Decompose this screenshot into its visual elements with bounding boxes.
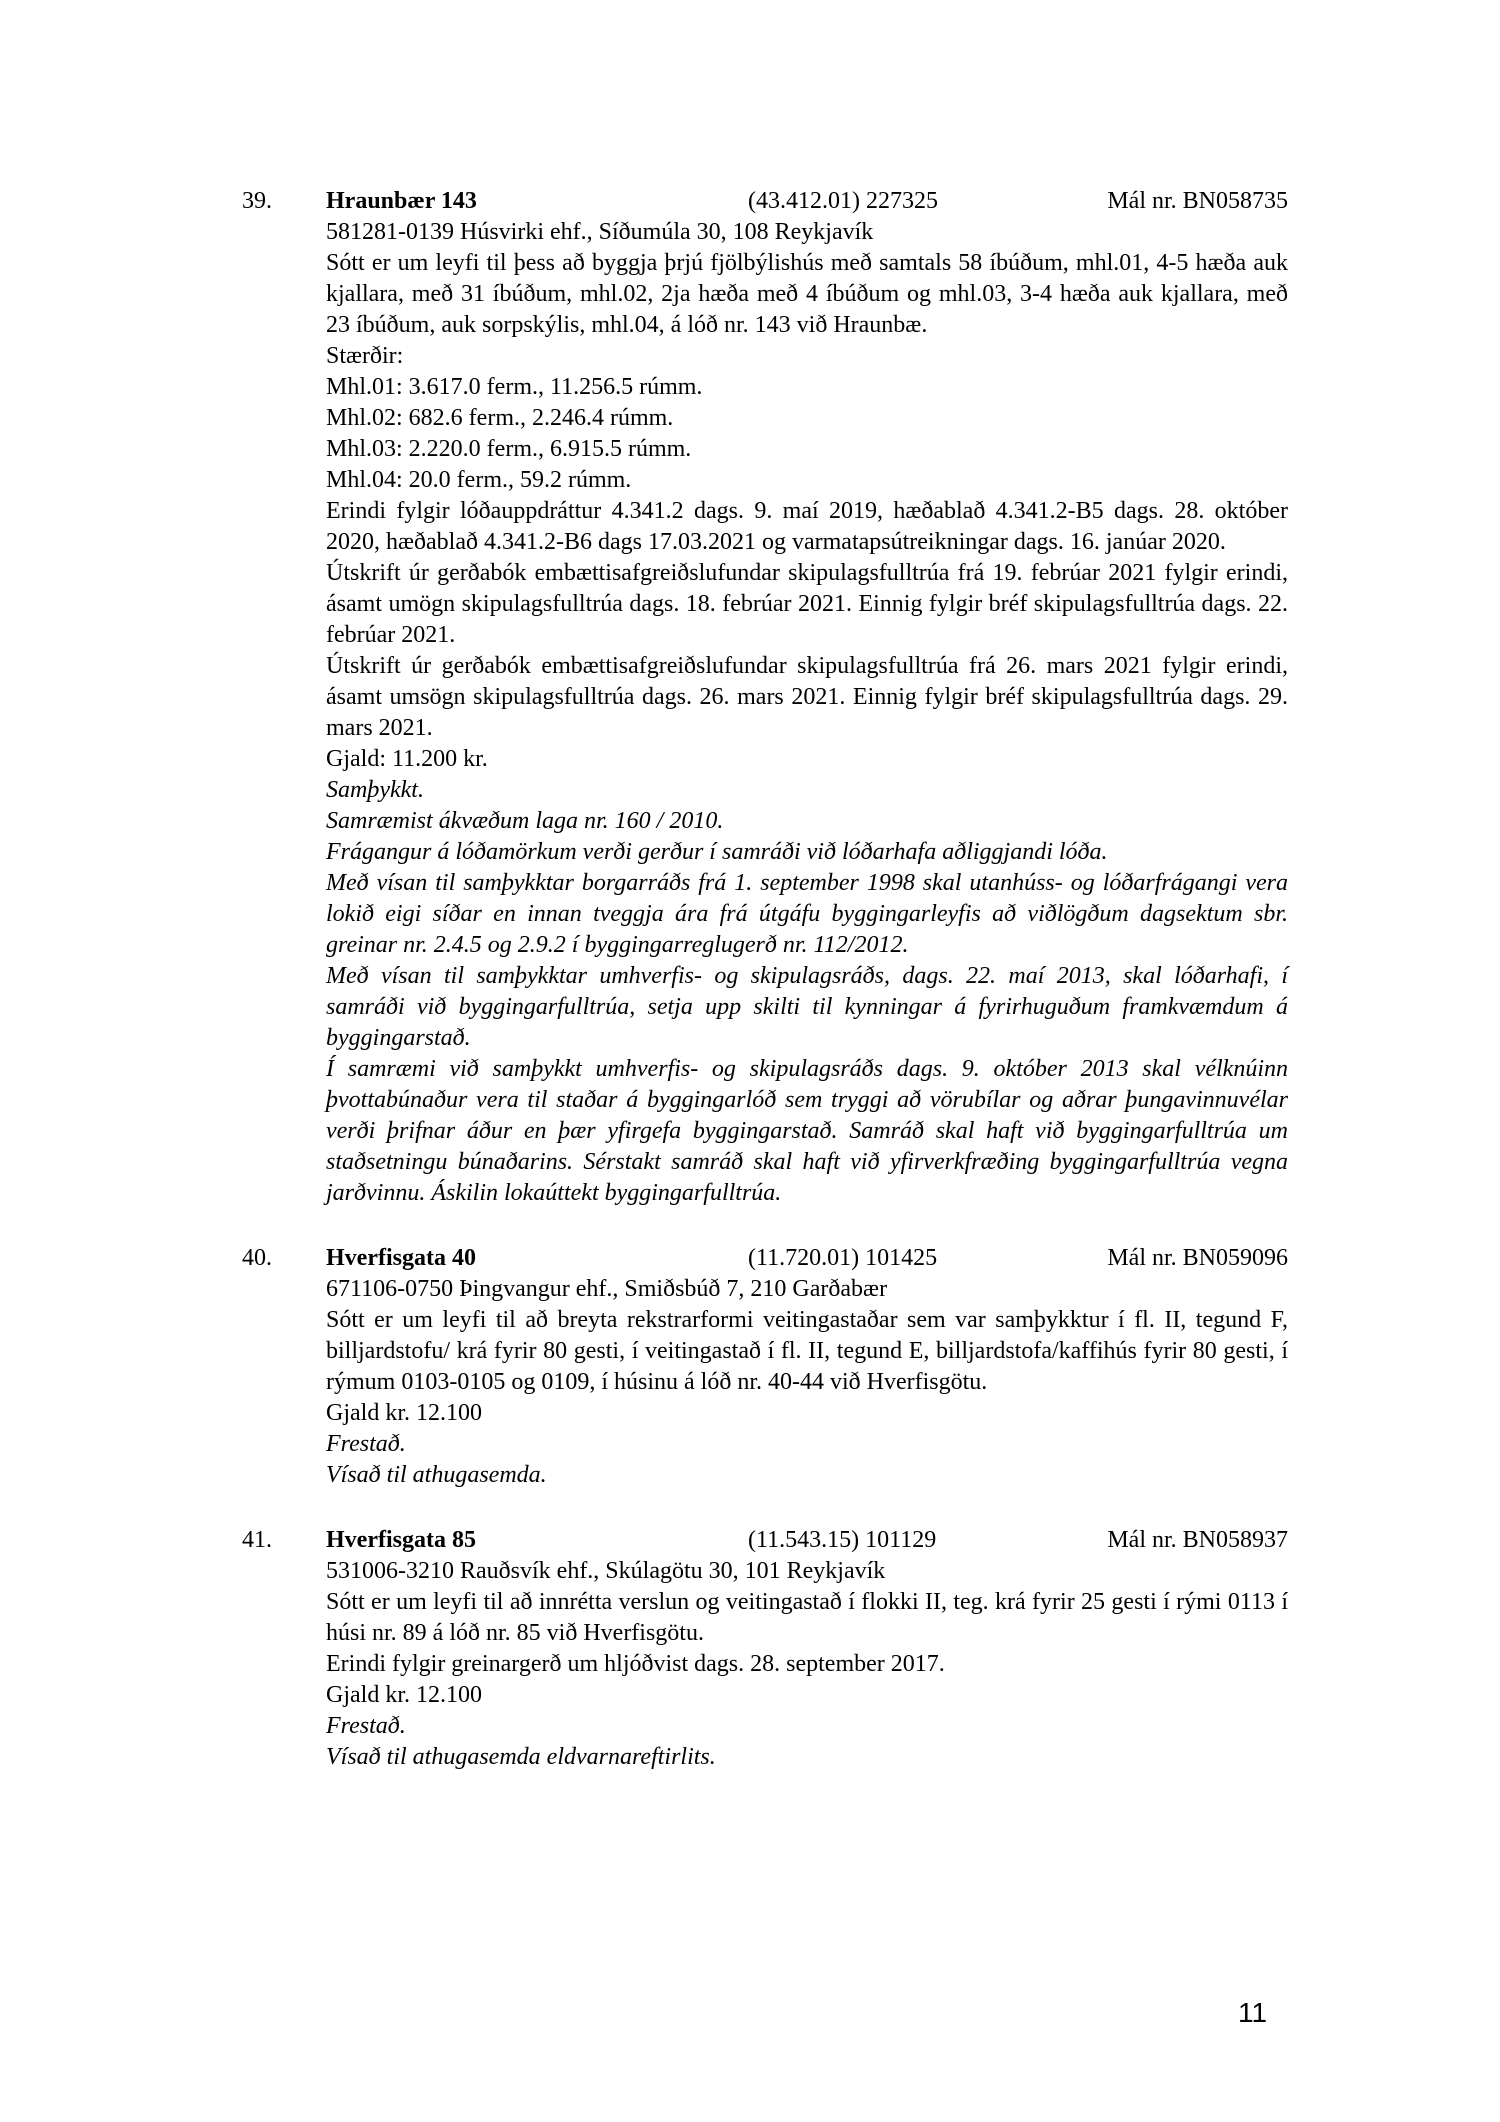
- body-line: Sótt er um leyfi til að breyta rekstrarformi veitingastaðar sem var samþykktur í fl. II, tegund F, billjardstofu/ krá fyrir 80 gesti, í veitingastað í fl. II, tegund E, billjardstofa/kaffihús fyrir 80 gesti, í rýmum 0103-0105 og 0109, í húsinu á lóð nr. 40-44 við Hverfisgötu.: [326, 1307, 1288, 1395]
- body-line: Gjald: 11.200 kr.: [326, 746, 488, 772]
- case-number: Mál nr. BN058735: [1107, 188, 1288, 214]
- item-content: [326, 217, 1288, 1209]
- item-header: [242, 1525, 1288, 1556]
- item-content: [326, 1556, 1288, 1773]
- body-line: Vísað til athugasemda.: [326, 1462, 547, 1488]
- agenda-item-39: [242, 186, 1288, 1209]
- case-number: Mál nr. BN059096: [1107, 1245, 1288, 1271]
- body-line: Í samræmi við samþykkt umhverfis- og skipulagsráðs dags. 9. október 2013 skal vélknúinn þvottabúnaður vera til staðar á byggingarlóð sem tryggi að vörubílar og aðrar þungavinnuvélar verði þrifnar áður en þær yfirgefa byggingarstað. Samráð skal haft við byggingarfulltrúa um staðsetningu búnaðarins. Sérstakt samráð skal haft við yfirverkfræðing byggingarfulltrúa vegna jarðvinnu. Áskilin lokaúttekt byggingarfulltrúa.: [326, 1056, 1288, 1206]
- body-line: Samþykkt.: [326, 777, 424, 803]
- body-line: Útskrift úr gerðabók embættisafgreiðslufundar skipulagsfulltrúa frá 26. mars 2021 fylgir erindi, ásamt umsögn skipulagsfulltrúa dags. 26. mars 2021. Einnig fylgir bréf skipulagsfulltrúa dags. 29. mars 2021.: [326, 653, 1288, 741]
- body-line: Vísað til athugasemda eldvarnareftirlits.: [326, 1744, 716, 1770]
- parcel-number: (11.720.01) 101425: [748, 1245, 938, 1271]
- item-header: [242, 1243, 1288, 1274]
- agenda-item-41: [242, 1525, 1288, 1773]
- applicant-address: 581281-0139 Húsvirki ehf., Síðumúla 30, 108 Reykjavík: [326, 219, 874, 245]
- applicant-address: 531006-3210 Rauðsvík ehf., Skúlagötu 30, 101 Reykjavík: [326, 1558, 886, 1584]
- body-line: Mhl.02: 682.6 ferm., 2.246.4 rúmm.: [326, 405, 674, 431]
- item-title: Hverfisgata 85: [326, 1527, 476, 1553]
- item-body: [326, 1305, 1288, 1491]
- applicant-address: 671106-0750 Þingvangur ehf., Smiðsbúð 7, 210 Garðabær: [326, 1276, 888, 1302]
- item-title: Hraunbær 143: [326, 188, 477, 214]
- body-line: Mhl.01: 3.617.0 ferm., 11.256.5 rúmm.: [326, 374, 703, 400]
- item-header: [242, 186, 1288, 217]
- body-line: Samræmist ákvæðum laga nr. 160 / 2010.: [326, 808, 724, 834]
- body-line: Mhl.04: 20.0 ferm., 59.2 rúmm.: [326, 467, 632, 493]
- agenda-items: [242, 186, 1288, 1773]
- item-content: [326, 1274, 1288, 1491]
- body-line: Útskrift úr gerðabók embættisafgreiðslufundar skipulagsfulltrúa frá 19. febrúar 2021 fylgir erindi, ásamt umögn skipulagsfulltrúa dags. 18. febrúar 2021. Einnig fylgir bréf skipulagsfulltrúa dags. 22. febrúar 2021.: [326, 560, 1288, 648]
- body-line: Með vísan til samþykktar borgarráðs frá 1. september 1998 skal utanhúss- og lóðarfrágangi vera lokið eigi síðar en innan tveggja ára frá útgáfu byggingarleyfis að viðlögðum dagsektum sbr. greinar nr. 2.4.5 og 2.9.2 í byggingarreglugerð nr. 112/2012.: [326, 870, 1288, 958]
- case-number: Mál nr. BN058937: [1107, 1527, 1288, 1553]
- body-line: Sótt er um leyfi til þess að byggja þrjú fjölbýlishús með samtals 58 íbúðum, mhl.01, 4-5 hæða auk kjallara, með 31 íbúðum, mhl.02, 2ja hæða með 4 íbúðum og mhl.03, 3-4 hæða auk kjallara, með 23 íbúðum, auk sorpskýlis, mhl.04, á lóð nr. 143 við Hraunbæ.: [326, 250, 1288, 338]
- item-body: [326, 1587, 1288, 1773]
- body-line: Erindi fylgir lóðauppdráttur 4.341.2 dags. 9. maí 2019, hæðablað 4.341.2-B5 dags. 28. október 2020, hæðablað 4.341.2-B6 dags 17.03.2021 og varmatapsútreikningar dags. 16. janúar 2020.: [326, 498, 1288, 555]
- item-number: 39.: [242, 188, 272, 214]
- item-number: 41.: [242, 1527, 272, 1553]
- body-line: Með vísan til samþykktar umhverfis- og skipulagsráðs, dags. 22. maí 2013, skal lóðarhafi, í samráði við byggingarfulltrúa, setja upp skilti til kynningar á fyrirhuguðum framkvæmdum á byggingarstað.: [326, 963, 1288, 1051]
- parcel-number: (43.412.01) 227325: [748, 188, 938, 214]
- page-number: 11: [1238, 1997, 1268, 2028]
- item-body: [326, 248, 1288, 1209]
- body-line: Frestað.: [326, 1713, 406, 1739]
- body-line: Erindi fylgir greinargerð um hljóðvist dags. 28. september 2017.: [326, 1651, 945, 1677]
- body-line: Mhl.03: 2.220.0 ferm., 6.915.5 rúmm.: [326, 436, 692, 462]
- body-line: Sótt er um leyfi til að innrétta verslun og veitingastað í flokki II, teg. krá fyrir 25 gesti í rými 0113 í húsi nr. 89 á lóð nr. 85 við Hverfisgötu.: [326, 1589, 1288, 1646]
- parcel-number: (11.543.15) 101129: [748, 1527, 937, 1553]
- body-line: Gjald kr. 12.100: [326, 1400, 482, 1426]
- agenda-item-40: [242, 1243, 1288, 1491]
- body-line: Frágangur á lóðamörkum verði gerður í samráði við lóðarhafa aðliggjandi lóða.: [326, 839, 1108, 865]
- body-line: Stærðir:: [326, 343, 404, 369]
- item-number: 40.: [242, 1245, 272, 1271]
- body-line: Frestað.: [326, 1431, 406, 1457]
- item-title: Hverfisgata 40: [326, 1245, 476, 1271]
- body-line: Gjald kr. 12.100: [326, 1682, 482, 1708]
